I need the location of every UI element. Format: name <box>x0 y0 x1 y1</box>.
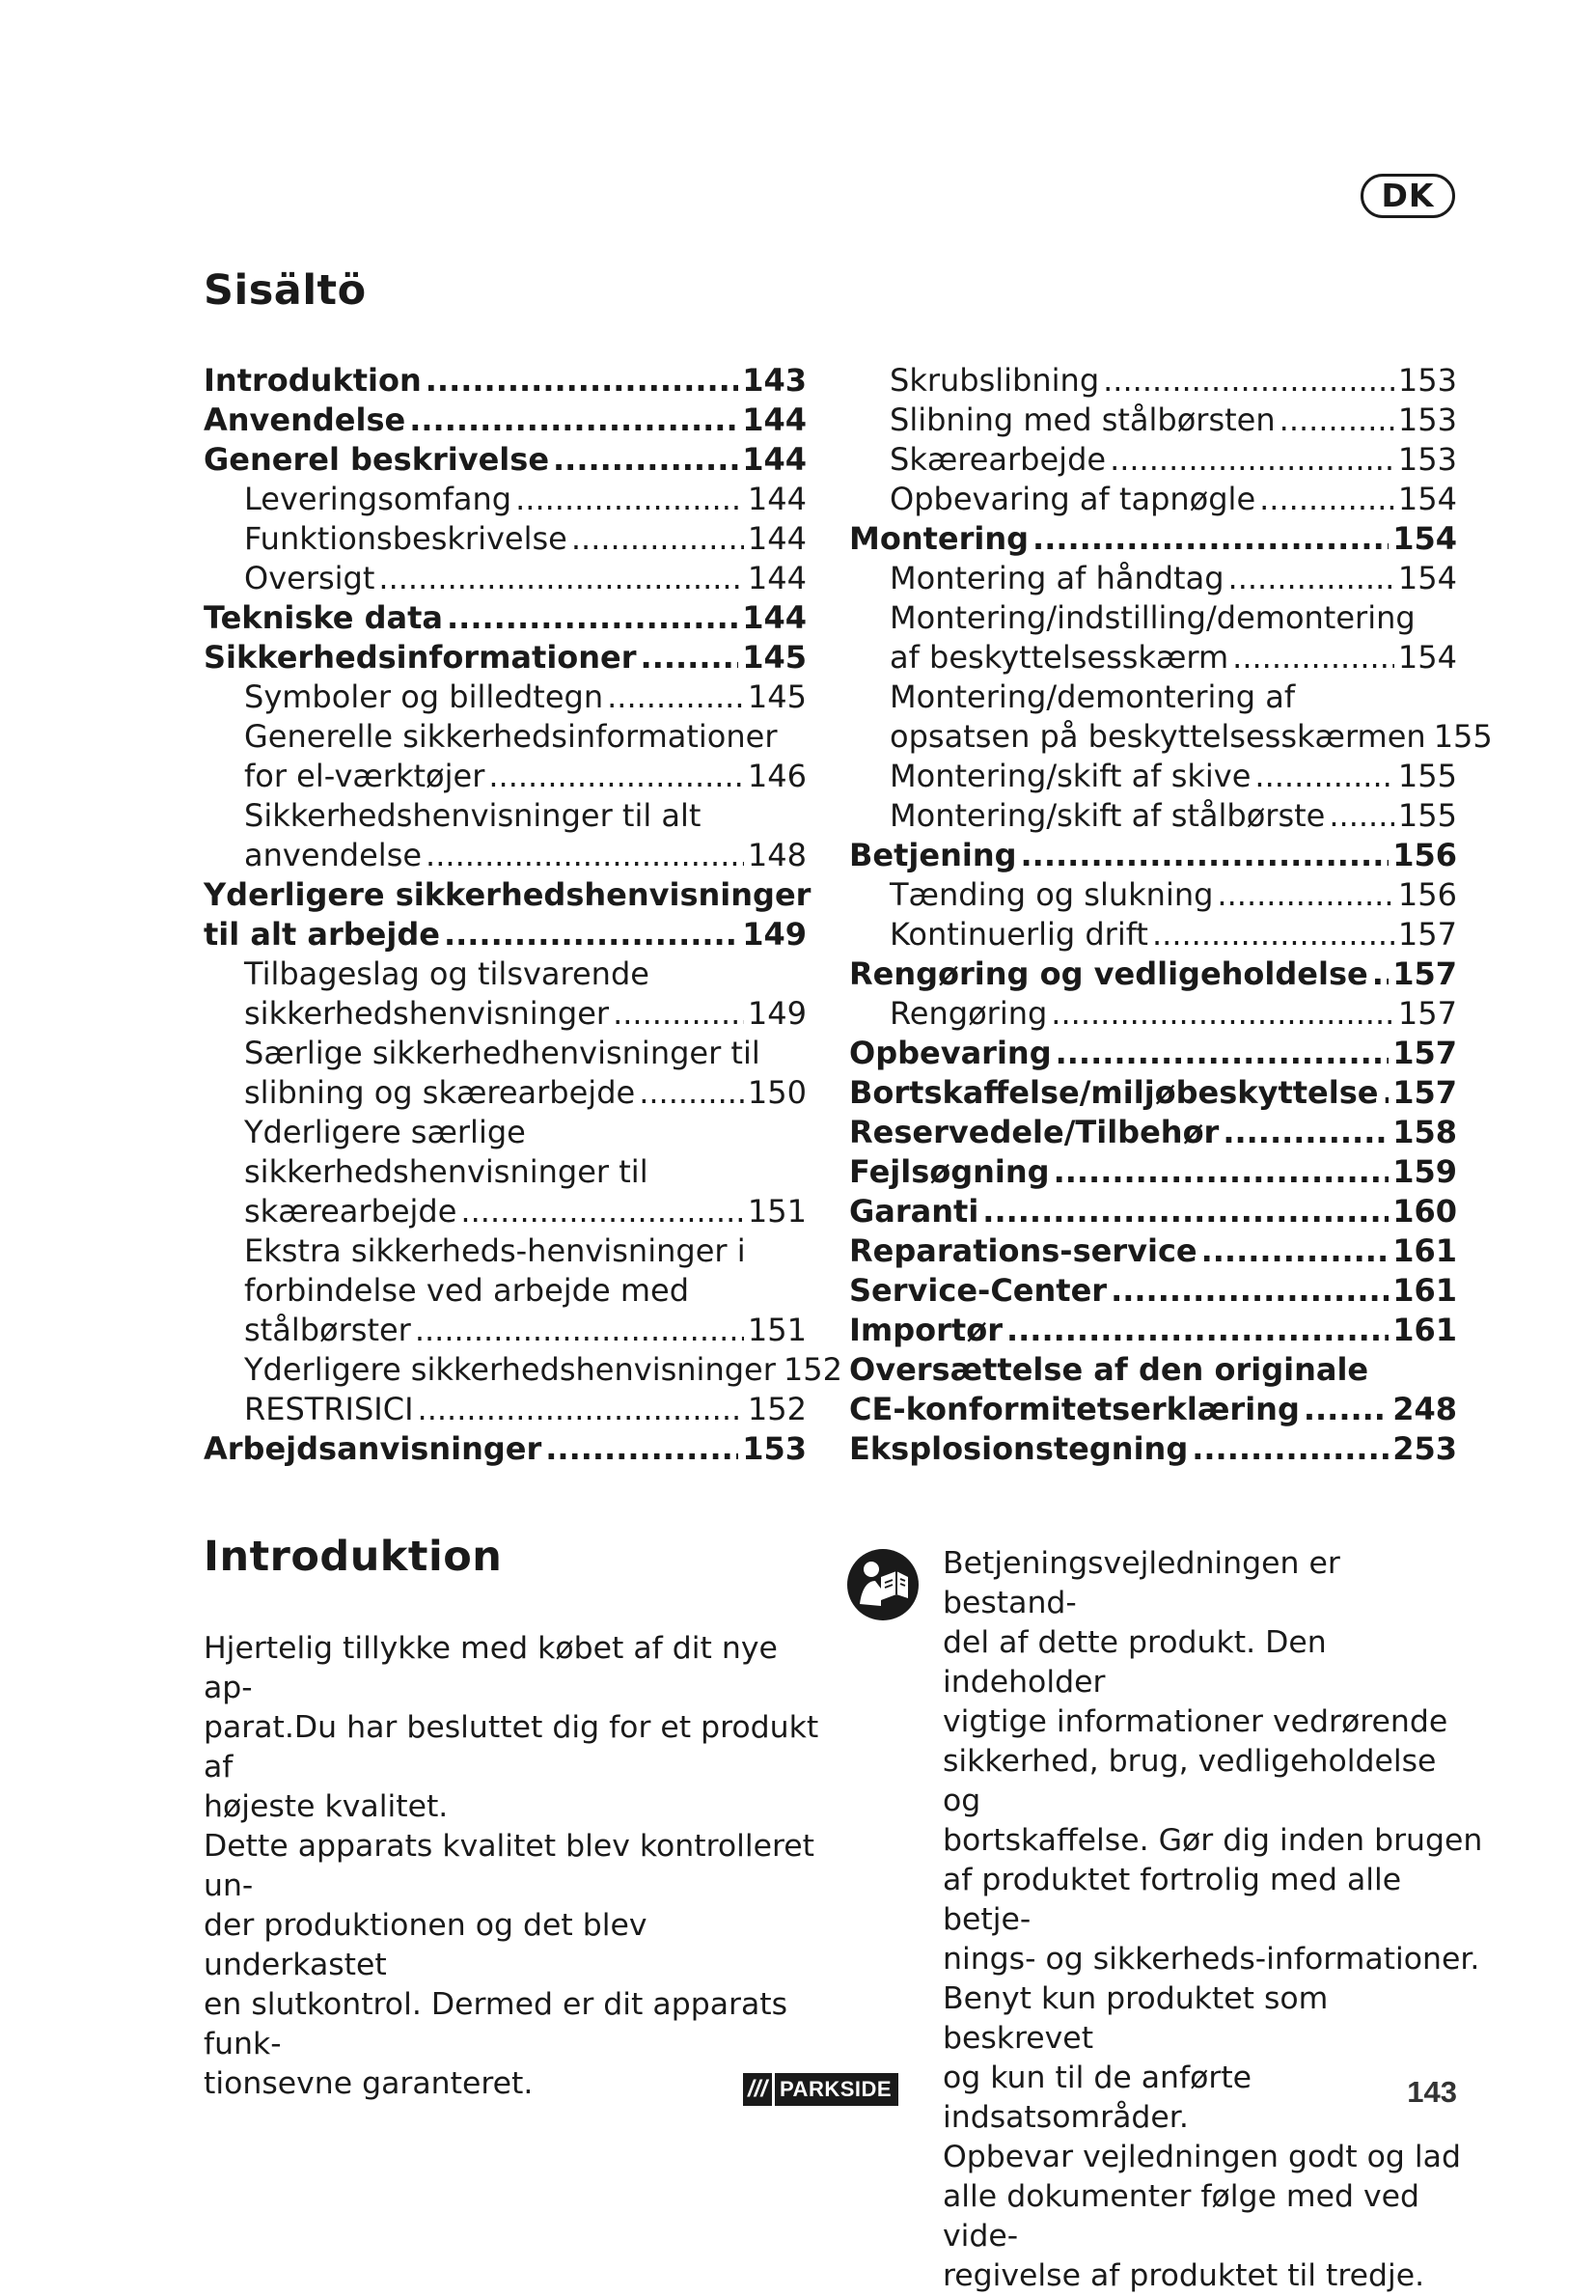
toc-entry <box>204 1032 807 1071</box>
toc-leader-dots <box>1304 1391 1389 1427</box>
toc-entry <box>849 1111 1457 1150</box>
toc-leader-dots <box>639 1074 744 1111</box>
toc-entry <box>849 1230 1457 1269</box>
toc-entry-page: 154 <box>1392 520 1457 557</box>
toc-entry <box>849 834 1457 873</box>
toc-entry <box>204 1230 807 1269</box>
toc-entry <box>849 1427 1457 1467</box>
toc-entry <box>204 557 807 596</box>
toc-entry-label: for el-værktøjer <box>244 758 485 794</box>
toc-leader-dots <box>1110 441 1394 478</box>
toc-leader-dots <box>1329 797 1394 834</box>
toc-entry-label: Yderligere sikkerhedshenvisninger <box>204 876 812 913</box>
toc-entry <box>204 715 807 755</box>
toc-leader-dots <box>418 1391 744 1427</box>
toc-leader-dots <box>607 678 744 715</box>
toc-entry <box>849 1150 1457 1190</box>
toc-entry <box>849 715 1493 755</box>
toc-leader-dots <box>488 758 744 794</box>
toc-entry-page: 154 <box>1397 481 1457 517</box>
toc-entry-label: sikkerhedshenvisninger til <box>244 1153 648 1190</box>
toc-entry-page: 158 <box>1392 1114 1457 1150</box>
logo-text: PARKSIDE <box>772 2073 898 2106</box>
toc-leader-dots <box>460 1193 744 1230</box>
toc-leader-dots <box>1280 401 1394 438</box>
toc-leader-dots <box>545 1430 738 1467</box>
toc-entry-page: 161 <box>1392 1312 1457 1348</box>
logo-slashes: /// <box>743 2073 772 2106</box>
toc-leader-dots <box>1103 362 1394 399</box>
toc-entry-label: Opbevaring <box>849 1035 1052 1071</box>
toc-entry-label: Generel beskrivelse <box>204 441 550 478</box>
toc-entry-label: Leveringsomfang <box>244 481 512 517</box>
toc-leader-dots <box>1056 1035 1390 1071</box>
toc-leader-dots <box>1372 955 1390 992</box>
toc-entry-page: 149 <box>747 995 807 1032</box>
toc-entry-page: 143 <box>742 362 807 399</box>
toc-entry-label: Oversigt <box>244 560 375 596</box>
toc-entry-label: Tekniske data <box>204 599 444 636</box>
toc-entry <box>204 1309 807 1348</box>
toc-entry <box>849 557 1457 596</box>
toc-entry <box>204 1348 842 1388</box>
language-badge: DK <box>1361 174 1455 218</box>
toc-entry-label: Montering/demontering af <box>890 678 1296 715</box>
parkside-logo <box>743 2073 898 2106</box>
toc-entry <box>849 676 1457 715</box>
toc-entry-label: Ekstra sikkerheds-henvisninger i <box>244 1232 746 1269</box>
toc-leader-dots <box>982 1193 1389 1230</box>
toc-leader-dots <box>1223 1114 1389 1150</box>
toc-entry-label: Montering/skift af stålbørste <box>890 797 1326 834</box>
toc-entry-page: 144 <box>747 560 807 596</box>
toc-leader-dots <box>1054 1153 1390 1190</box>
toc-entry <box>204 953 807 992</box>
toc-entry-page: 149 <box>742 916 807 953</box>
toc-entry-page: 151 <box>747 1312 807 1348</box>
toc-entry <box>204 794 807 834</box>
toc-entry <box>849 1269 1457 1309</box>
toc-entry <box>849 913 1457 953</box>
toc-entry-page: 153 <box>1397 441 1457 478</box>
toc-leader-dots <box>415 1312 744 1348</box>
toc-entry <box>204 873 812 913</box>
toc-entry-page: 152 <box>783 1351 842 1388</box>
toc-entry <box>204 399 807 438</box>
toc-leader-dots <box>1228 560 1394 596</box>
toc-leader-dots <box>1254 758 1394 794</box>
intro-title: Introduktion <box>204 1533 503 1581</box>
toc-entry-label: sikkerhedshenvisninger <box>244 995 610 1032</box>
toc-entry-page: 159 <box>1392 1153 1457 1190</box>
toc-entry-page: 157 <box>1397 995 1457 1032</box>
toc-leader-dots <box>553 441 738 478</box>
intro-body: Hjertelig tillykke med købet af dit nye ap- parat.Du har besluttet dig for et produkt af højeste kvalitet. Dette apparats kvalitet blev kontrolleret un- der produktionen og det blev underkastet en slutkontrol. Dermed er dit apparats funk- tionsevne garanteret. <box>204 1631 819 2101</box>
toc-entry-page: 157 <box>1392 1074 1457 1111</box>
toc-entry <box>204 676 807 715</box>
toc-leader-dots <box>1021 837 1390 873</box>
toc-leader-dots <box>515 481 744 517</box>
toc-entry <box>204 913 807 953</box>
toc-entry-label: RESTRISICI <box>244 1391 414 1427</box>
toc-entry-label: Tilbageslag og tilsvarende <box>244 955 649 992</box>
toc-entry <box>204 596 807 636</box>
toc-entry <box>849 1071 1457 1111</box>
toc-entry-label: stålbørster <box>244 1312 411 1348</box>
toc-entry <box>849 517 1457 557</box>
toc-entry <box>204 1269 807 1309</box>
toc-entry <box>204 1150 807 1190</box>
toc-entry-page: 154 <box>1397 639 1457 676</box>
toc-entry <box>204 755 807 794</box>
toc-leader-dots <box>1259 481 1394 517</box>
toc-leader-dots <box>1382 1074 1389 1111</box>
toc-entry-label: Sikkerhedshenvisninger til alt <box>244 797 702 834</box>
toc-entry-label: Tænding og slukning <box>890 876 1214 913</box>
toc-entry-label: Anvendelse <box>204 401 406 438</box>
toc-entry-label: Garanti <box>849 1193 979 1230</box>
toc-entry <box>849 636 1457 676</box>
toc-entry-label: til alt arbejde <box>204 916 440 953</box>
toc-entry <box>849 478 1457 517</box>
toc-leader-dots <box>1051 995 1394 1032</box>
toc-entry-label: Slibning med stålbørsten <box>890 401 1276 438</box>
toc-entry-label: Eksplosionstegning <box>849 1430 1189 1467</box>
toc-entry-label: Generelle sikkerhedsinformationer <box>244 718 778 755</box>
toc-entry-label: Symboler og billedtegn <box>244 678 604 715</box>
toc-entry-label: forbindelse ved arbejde med <box>244 1272 690 1309</box>
toc-entry-page: 161 <box>1392 1232 1457 1269</box>
toc-entry-page: 153 <box>742 1430 807 1467</box>
toc-entry-label: Sikkerhedsinformationer <box>204 639 637 676</box>
toc-entry <box>204 359 807 399</box>
toc-entry-page: 160 <box>1392 1193 1457 1230</box>
toc-entry <box>849 992 1457 1032</box>
toc-leader-dots <box>444 916 738 953</box>
toc-entry-page: 144 <box>742 401 807 438</box>
toc-entry-page: 144 <box>747 481 807 517</box>
toc-entry-page: 145 <box>742 639 807 676</box>
toc-entry-page: 154 <box>1397 560 1457 596</box>
toc-entry <box>849 1348 1457 1388</box>
toc-entry-label: anvendelse <box>244 837 423 873</box>
toc-entry-page: 156 <box>1397 876 1457 913</box>
toc-leader-dots <box>1152 916 1394 953</box>
toc-leader-dots <box>1217 876 1394 913</box>
toc-entry-page: 157 <box>1397 916 1457 953</box>
toc-leader-dots <box>426 837 744 873</box>
toc-left-column <box>204 359 842 1467</box>
toc-entry-label: Oversættelse af den originale <box>849 1351 1369 1388</box>
toc-entry-label: opsatsen på beskyttelsesskærmen <box>890 718 1426 755</box>
toc-entry-label: Importør <box>849 1312 1003 1348</box>
toc-entry <box>204 992 807 1032</box>
toc-entry-label: CE-konformitetserklæring <box>849 1391 1300 1427</box>
toc-entry-page: 155 <box>1433 718 1493 755</box>
toc-entry-page: 146 <box>747 758 807 794</box>
toc-entry-label: Introduktion <box>204 362 422 399</box>
toc-entry <box>204 517 807 557</box>
toc-entry-page: 145 <box>747 678 807 715</box>
toc-entry-label: Særlige sikkerhedhenvisninger til <box>244 1035 760 1071</box>
toc-leader-dots <box>641 639 739 676</box>
toc-entry <box>849 794 1457 834</box>
toc-entry-label: slibning og skærearbejde <box>244 1074 636 1111</box>
toc-entry-page: 153 <box>1397 401 1457 438</box>
toc-entry <box>849 1309 1457 1348</box>
toc-entry-page: 151 <box>747 1193 807 1230</box>
toc-entry <box>849 953 1457 992</box>
toc-entry <box>849 399 1457 438</box>
toc-entry-label: af beskyttelsesskærm <box>890 639 1229 676</box>
toc-leader-dots <box>409 401 738 438</box>
toc-entry-label: Skærearbejde <box>890 441 1107 478</box>
toc-leader-dots <box>426 362 738 399</box>
toc-entry-page: 153 <box>1397 362 1457 399</box>
toc-leader-dots <box>1201 1232 1390 1269</box>
page-number: 143 <box>1407 2075 1457 2109</box>
toc-entry-label: Fejlsøgning <box>849 1153 1050 1190</box>
toc-entry-label: Montering <box>849 520 1030 557</box>
toc-entry <box>849 596 1457 636</box>
manual-note-text: Betjeningsvejledningen er bestand- del af dette produkt. Den indeholder vigtige informationer vedrørende sikkerhed, brug, vedligeholdelse og bortskaffelse. Gør dig inden brugen af produktet fortrolig med alle betje- nings- og sikkerheds-informationer. Benyt kun produktet som beskrevet og kun til de anførte indsatsområder. Opbevar vejledningen godt og lad alle dokumenter følge med ved vide- regivelse af produktet til tredje. <box>943 1546 1483 2293</box>
toc-entry-label: Betjening <box>849 837 1017 873</box>
toc-entry-label: Opbevaring af tapnøgle <box>890 481 1256 517</box>
toc-entry <box>204 1427 807 1467</box>
toc-leader-dots <box>1032 520 1389 557</box>
toc-entry-page: 248 <box>1392 1391 1457 1427</box>
toc-entry <box>849 755 1457 794</box>
toc-entry-page: 157 <box>1392 1035 1457 1071</box>
toc-entry-page: 144 <box>742 441 807 478</box>
toc-leader-dots <box>613 995 744 1032</box>
toc-entry-label: Reservedele/Tilbehør <box>849 1114 1220 1150</box>
toc-entry-label: Rengøring og vedligeholdelse <box>849 955 1368 992</box>
toc-entry <box>204 478 807 517</box>
toc-title: Sisältö <box>204 266 367 315</box>
toc-entry-page: 150 <box>747 1074 807 1111</box>
toc-entry <box>204 1071 807 1111</box>
toc-entry-label: Montering/skift af skive <box>890 758 1252 794</box>
toc-entry-page: 144 <box>742 599 807 636</box>
toc-leader-dots <box>447 599 738 636</box>
toc-entry-label: Kontinuerlig drift <box>890 916 1148 953</box>
toc-entry <box>849 359 1457 399</box>
toc-entry <box>849 1388 1457 1427</box>
toc-entry-page: 144 <box>747 520 807 557</box>
toc-entry-page: 148 <box>747 837 807 873</box>
toc-entry-page: 156 <box>1392 837 1457 873</box>
toc-entry-label: Rengøring <box>890 995 1048 1032</box>
toc-entry-label: Service-Center <box>849 1272 1108 1309</box>
toc-entry-page: 157 <box>1392 955 1457 992</box>
toc-entry-label: Montering/indstilling/demontering <box>890 599 1416 636</box>
toc-entry <box>204 438 807 478</box>
toc-entry-page: 155 <box>1397 797 1457 834</box>
toc-entry <box>204 1388 807 1427</box>
toc-entry <box>204 1190 807 1230</box>
toc-entry <box>204 834 807 873</box>
toc-leader-dots <box>571 520 744 557</box>
toc-leader-dots <box>1006 1312 1389 1348</box>
toc-leader-dots <box>1111 1272 1389 1309</box>
read-manual-icon <box>846 1548 920 1621</box>
toc-entry-label: Yderligere særlige <box>244 1114 526 1150</box>
toc-entry-page: 155 <box>1397 758 1457 794</box>
toc-entry-label: skærearbejde <box>244 1193 457 1230</box>
toc-entry <box>204 1111 807 1150</box>
toc-entry-label: Arbejdsanvisninger <box>204 1430 542 1467</box>
toc-entry <box>849 438 1457 478</box>
toc-entry <box>849 1032 1457 1071</box>
toc-leader-dots <box>1232 639 1394 676</box>
toc-entry <box>849 873 1457 913</box>
toc-entry-page: 152 <box>747 1391 807 1427</box>
toc-entry-page: 161 <box>1392 1272 1457 1309</box>
toc-entry-label: Montering af håndtag <box>890 560 1225 596</box>
toc-entry-label: Funktionsbeskrivelse <box>244 520 567 557</box>
toc-entry-label: Bortskaffelse/miljøbeskyttelse <box>849 1074 1379 1111</box>
toc-right-column <box>849 359 1493 1467</box>
toc-entry-label: Skrubslibning <box>890 362 1100 399</box>
toc-entry <box>204 636 807 676</box>
toc-leader-dots <box>378 560 744 596</box>
toc-leader-dots <box>1192 1430 1389 1467</box>
toc-entry <box>849 1190 1457 1230</box>
toc-entry-label: Reparations-service <box>849 1232 1197 1269</box>
toc-entry-page: 253 <box>1392 1430 1457 1467</box>
toc-entry-label: Yderligere sikkerhedshenvisninger <box>244 1351 776 1388</box>
